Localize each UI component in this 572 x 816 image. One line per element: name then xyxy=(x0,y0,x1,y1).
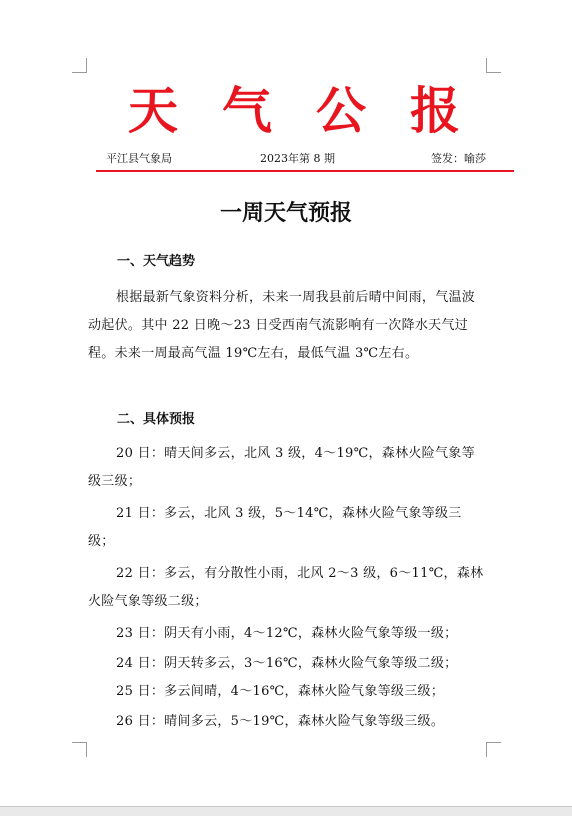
forecast-day: 22 日：多云，有分散性小雨，北风 2～3 级，6～11℃，森林火险气象等级二级； xyxy=(88,566,484,609)
document-title: 一周天气预报 xyxy=(219,201,352,226)
section-heading: 一、天气趋势 xyxy=(117,254,196,269)
section-heading: 二、具体预报 xyxy=(117,412,196,427)
forecast-day: 24 日：阴天转多云，3～16℃，森林火险气象等级二级； xyxy=(116,656,458,671)
crop-mark-bottom-left xyxy=(72,742,87,757)
signer-block xyxy=(431,150,486,168)
crop-mark-bottom-right xyxy=(486,742,501,757)
crop-mark-top-right xyxy=(486,58,501,73)
issue-info-bar xyxy=(100,150,486,168)
masthead-char: 公 xyxy=(316,82,366,140)
signer-label: 签发： xyxy=(431,152,464,165)
crop-mark-top-left xyxy=(72,58,87,73)
forecast-day: 20 日：晴天间多云，北风 3 级，4～19℃，森林火险气象等级三级； xyxy=(88,446,475,489)
masthead-char: 天 xyxy=(128,82,178,140)
forecast-day: 26 日：晴间多云，5～19℃，森林火险气象等级三级。 xyxy=(116,714,445,729)
issue-number: 2023年第 8 期 xyxy=(260,152,335,165)
trend-paragraph: 根据最新气象资料分析，未来一周我县前后晴中间雨，气温波动起伏。其中 22 日晚～23 日受西南气流影响有一次降水天气过程。未来一周最高气温 19℃左右，最低气温 3℃左右。 xyxy=(88,290,476,361)
masthead-title xyxy=(96,76,492,146)
signer-name: 喻莎 xyxy=(464,152,486,165)
forecast-day: 21 日：多云，北风 3 级，5～14℃，森林火险气象等级三级； xyxy=(88,506,462,549)
red-divider-line xyxy=(96,170,514,172)
issuer-name: 平江县气象局 xyxy=(106,152,172,165)
forecast-day: 25 日：多云间晴，4～16℃，森林火险气象等级三级； xyxy=(116,684,445,699)
masthead-char: 报 xyxy=(410,82,460,140)
forecast-day: 23 日：阴天有小雨，4～12℃，森林火险气象等级一级； xyxy=(116,626,458,641)
masthead-char: 气 xyxy=(222,82,272,140)
